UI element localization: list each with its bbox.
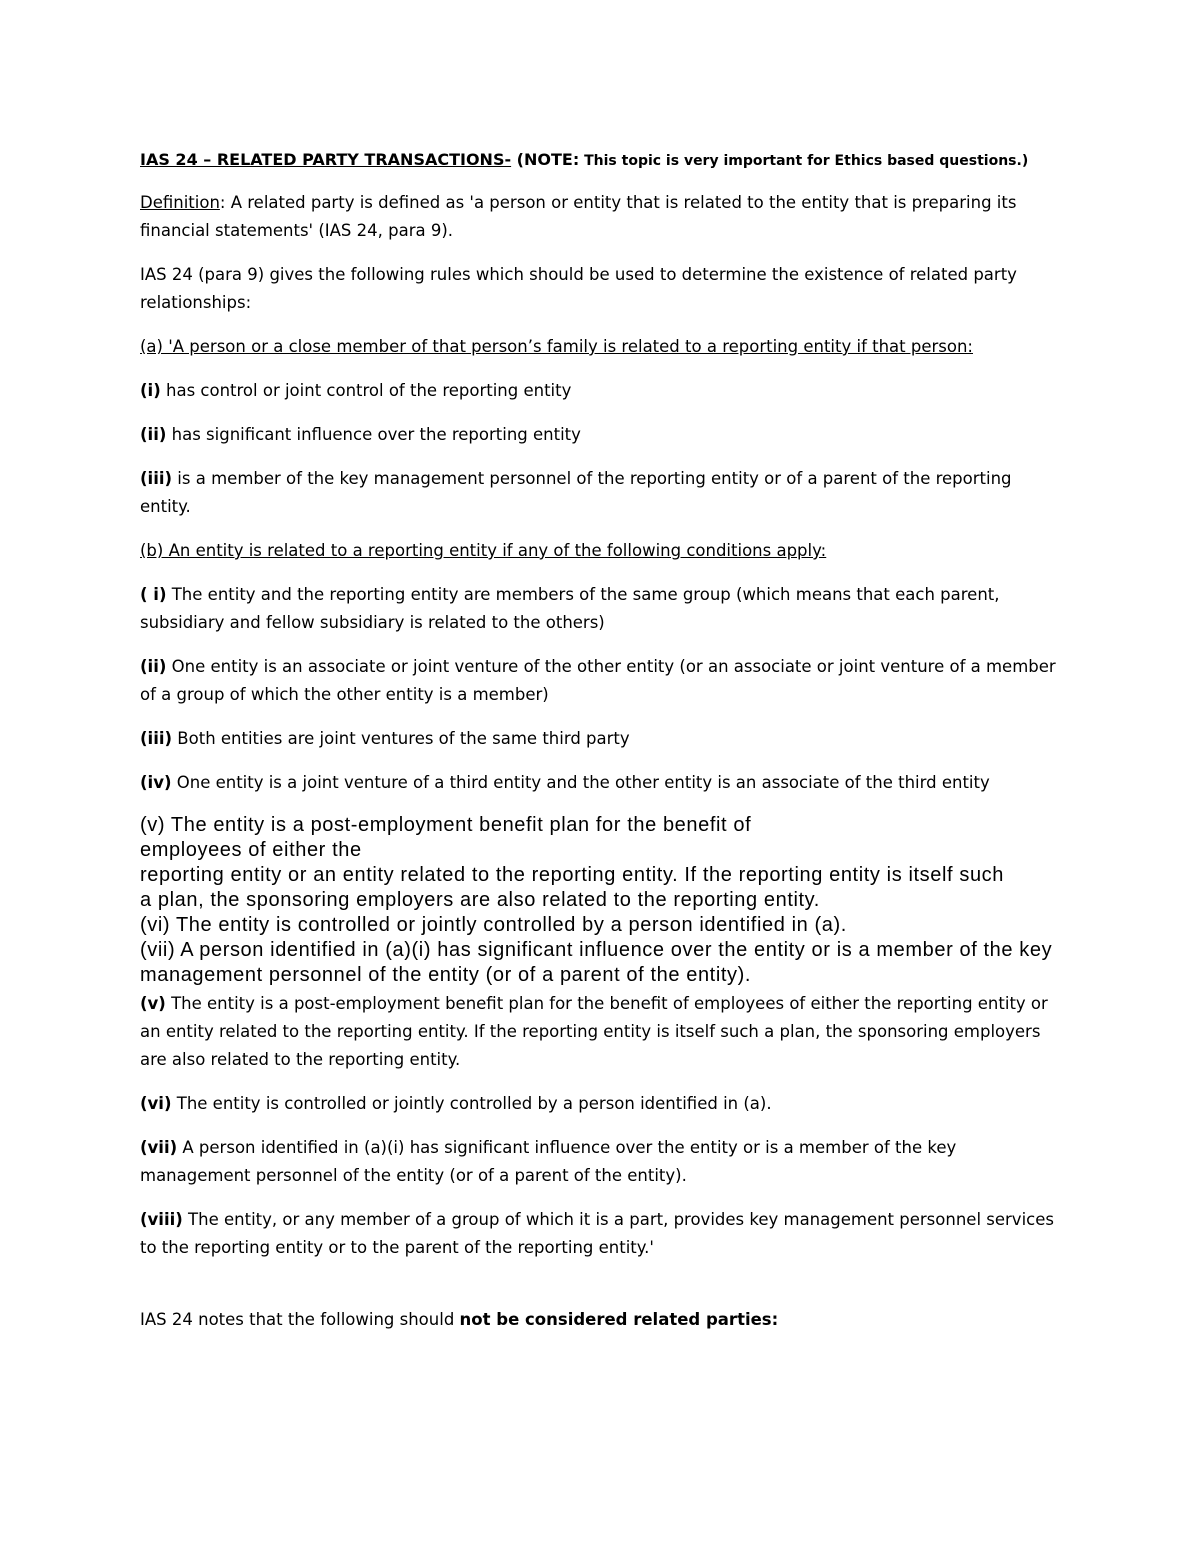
pasted-line-3: reporting entity or an entity related to the reporting entity. If the reporting entity is itself such	[140, 864, 1004, 886]
item-text: The entity is a post-employment benefit plan for the benefit of employees of either the reporting entity or an entity related to the reporting entity. If the reporting entity is itself such a plan, the sponsoring employers are also related to the reporting entity.	[140, 994, 1048, 1069]
item-text: The entity is controlled or jointly controlled by a person identified in (a).	[171, 1094, 772, 1113]
item-number: (ii)	[140, 657, 167, 676]
item-number: ( i)	[140, 585, 167, 604]
closing-paragraph	[140, 1306, 1060, 1334]
section-a-item-3	[140, 465, 1060, 521]
item-text: has significant influence over the reporting entity	[166, 425, 581, 444]
item-text: A person identified in (a)(i) has significant influence over the entity or is a member of the key management personnel of the entity (or of a parent of the entity).	[140, 1138, 957, 1185]
document-body	[140, 146, 1060, 1334]
item-text: has control or joint control of the reporting entity	[160, 381, 572, 400]
pasted-line-4: a plan, the sponsoring employers are also related to the reporting entity.	[140, 889, 820, 911]
item-number: (vii)	[140, 1138, 178, 1157]
item-number: (i)	[140, 381, 161, 400]
section-a-item-1	[140, 377, 1060, 405]
item-number: (v)	[140, 994, 166, 1013]
rules-intro: IAS 24 (para 9) gives the following rules which should be used to determine the existence of related party relationships:	[140, 265, 1017, 312]
pasted-block	[140, 813, 1060, 988]
item-number: (viii)	[140, 1210, 183, 1229]
item-text: One entity is a joint venture of a third entity and the other entity is an associate of the third entity	[171, 773, 990, 792]
item-number: (ii)	[140, 425, 167, 444]
closing-bold: not be considered related parties:	[459, 1310, 779, 1329]
section-b-item-2	[140, 653, 1060, 709]
definition-paragraph	[140, 189, 1060, 245]
item-text: is a member of the key management personnel of the reporting entity or of a parent of the reporting entity.	[140, 469, 1012, 516]
item-text: The entity, or any member of a group of which it is a part, provides key management personnel services to the reporting entity or to the parent of the reporting entity.'	[140, 1210, 1054, 1257]
item-text: The entity and the reporting entity are members of the same group (which means that each parent, subsidiary and fellow subsidiary is related to the others)	[140, 585, 1000, 632]
section-b-item-6	[140, 1090, 1060, 1118]
item-text: One entity is an associate or joint venture of the other entity (or an associate or joint venture of a member of a group of which the other entity is a member)	[140, 657, 1056, 704]
item-number: (iii)	[140, 469, 173, 488]
pasted-line-7: management personnel of the entity (or of a parent of the entity).	[140, 964, 752, 986]
section-b-item-5	[140, 990, 1060, 1074]
pasted-line-6: (vii) A person identified in (a)(i) has significant influence over the entity or is a member of the key	[140, 939, 1053, 961]
pasted-line-5: (vi) The entity is controlled or jointly controlled by a person identified in (a).	[140, 914, 847, 936]
pasted-line-2: employees of either the	[140, 839, 362, 861]
item-number: (iii)	[140, 729, 173, 748]
item-number: (iv)	[140, 773, 172, 792]
section-b-item-4	[140, 769, 1060, 797]
section-b-item-7	[140, 1134, 1060, 1190]
section-b-heading: (b) An entity is related to a reporting entity if any of the following conditions apply:	[140, 541, 827, 560]
section-b-item-1	[140, 581, 1060, 637]
definition-text: : A related party is defined as 'a person or entity that is related to the entity that is preparing its financial statements' (IAS 24, para 9).	[140, 193, 1017, 240]
note-label: NOTE:	[524, 150, 580, 169]
note-text: This topic is very important for Ethics based questions.)	[579, 153, 1029, 169]
pasted-line-1: (v) The entity is a post-employment benefit plan for the benefit of	[140, 814, 752, 836]
section-a-item-2	[140, 421, 1060, 449]
item-number: (vi)	[140, 1094, 172, 1113]
title-heading: IAS 24 – RELATED PARTY TRANSACTIONS-	[140, 150, 512, 169]
document-title	[140, 146, 1060, 175]
closing-text: IAS 24 notes that the following should	[140, 1310, 460, 1329]
section-b-item-8	[140, 1206, 1060, 1262]
note-open: (	[511, 150, 524, 169]
section-a-heading: (a) 'A person or a close member of that person’s family is related to a reporting entity if that person:	[140, 337, 973, 356]
section-b-item-3	[140, 725, 1060, 753]
definition-label: Definition	[140, 193, 220, 212]
item-text: Both entities are joint ventures of the same third party	[172, 729, 630, 748]
